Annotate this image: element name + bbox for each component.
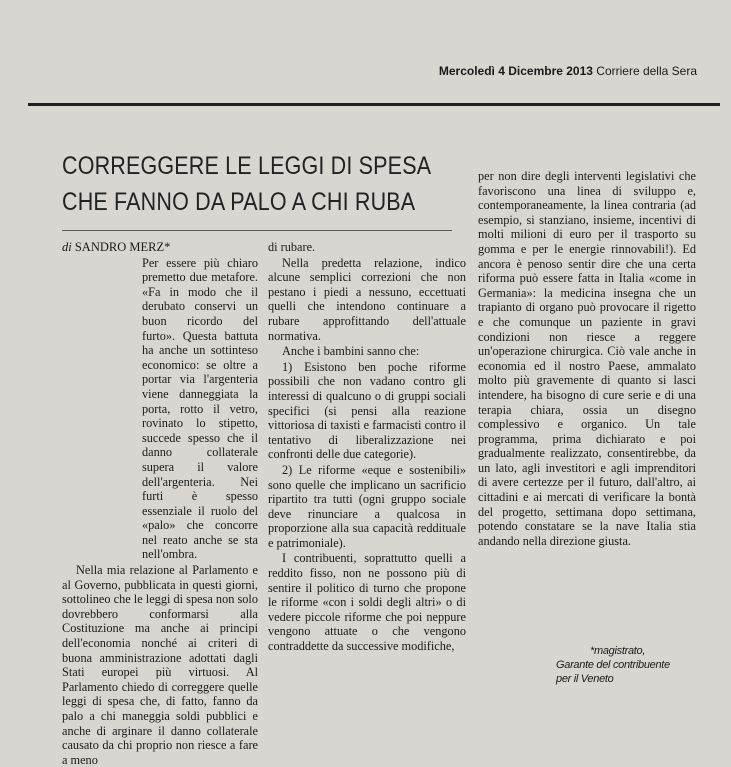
article-column-1: [62, 240, 258, 767]
paragraph: Per essere più chiaro premetto due metafore. «Fa in modo che il derubato conservi un buon ricordo del furto». Questa battuta ha anche un sottinteso economico: se oltre a portar via l'argenteria viene danneggiata la porta, rotto il vetro, rovinato lo stipetto, succede spesso che il danno collaterale supera il valore dell'argenteria. Nei furti è spesso essenziale il ruolo del «palo» che concorre nel reato anche se sta nell'ombra.: [142, 255, 258, 562]
newspaper-name: Corriere della Sera: [596, 64, 697, 78]
paragraph: 2) Le riforme «eque e sostenibili» sono quelle che implicano un sacrificio ripartito tra tutti (ogni gruppo sociale deve rinunciare a qualcosa in proporzione alla sua capacità reddituale e patrimoniale).: [268, 462, 466, 550]
paragraph: Nella predetta relazione, indico alcune semplici correzioni che non pestano i piedi a nessuno, eccettuati quelli che intendono continuare a rubare approfittando dell'attuale normativa.: [268, 255, 466, 343]
header-rule: [28, 103, 720, 106]
author-name: SANDRO MERZ*: [74, 240, 171, 254]
paragraph: I contribuenti, soprattutto quelli a reddito fisso, non ne possono più di sentire il politico di turno che propone le riforme «con i soldi degli altri» o di vedere piccole riforme che poi neppure vengono attuate o che vengono contraddette da successive modifiche,: [268, 551, 466, 654]
signature-line-1: *magistrato,: [590, 645, 646, 657]
byline: [62, 240, 258, 255]
byline-prefix: di: [62, 240, 72, 254]
issue-date: Mercoledì 4 Dicembre 2013: [438, 64, 593, 78]
article-column-2: [268, 240, 466, 654]
article-headline: [62, 148, 432, 220]
page-header: [0, 64, 697, 78]
headline-line-2: CHE FANNO DA PALO A CHI RUBA: [62, 188, 416, 216]
paragraph: Nella mia relazione al Parlamento e al Governo, pubblicata in questi giorni, sottolineo che le leggi di spesa non solo dovrebbero conformarsi alla Costituzione ma anche ai principi dell'economia nonché ai criteri di buona amministrazione adottati dagli Stati europei più virtuosi. Al Parlamento chiedo di correggere quelle leggi di spesa che, di fatto, fanno da palo a chi maneggia soldi pubblici e anche di arginare il danno collaterale causato da chi proprio non riesce a fare a meno: [62, 563, 258, 767]
author-signature: [556, 644, 716, 686]
paragraph: 1) Esistono ben poche riforme possibili che non vadano contro gli interessi di qualcuno o di gruppi sociali specifici (si pensi alla reazione vittoriosa di taxisti e farmacisti contro il tentativo di liberalizzazione nei confronti delle due categorie).: [268, 359, 466, 462]
paragraph: per non dire degli interventi legislativi che favoriscono una linea di sviluppo e, contemporaneamente, la linea contraria (ad esempio, si stanziano, insieme, incentivi di molti milioni di euro per il trasporto su gomma e per le energie rinnovabili!). Ed ancora è penoso sentir dire che una certa riforma può essere fatta in Italia «come in Germania»: la medicina insegna che un trapianto di organo può provocare il rigetto e che comunque un paziente in gravi condizioni non riesce a reggere un'operazione chirurgica. Ciò vale anche in economia ed il nostro Paese, ammalato molto più gravemente di quanto si lasci intendere, ha bisogno di cure serie e di una terapia chiara, ossia un disegno complessivo e organico. Un tale programma, prima dichiarato e poi gradualmente realizzato, consentirebbe, da un lato, agli investitori e agli imprenditori di avere certezze per il futuro, dall'altro, ai cittadini e ai mercati di verificare la bontà del progetto, settimana dopo settimana, potendo constatare se la nave Italia stia andando nella direzione giusta.: [478, 169, 696, 548]
signature-line-3: per il Veneto: [556, 673, 614, 685]
headline-rule: [62, 230, 452, 231]
paragraph: Anche i bambini sanno che:: [282, 344, 420, 359]
paragraph: di rubare.: [268, 240, 316, 254]
article-column-3: [478, 169, 696, 548]
signature-line-2: Garante del contribuente: [556, 659, 670, 671]
headline-line-1: CORREGGERE LE LEGGI DI SPESA: [62, 152, 432, 180]
